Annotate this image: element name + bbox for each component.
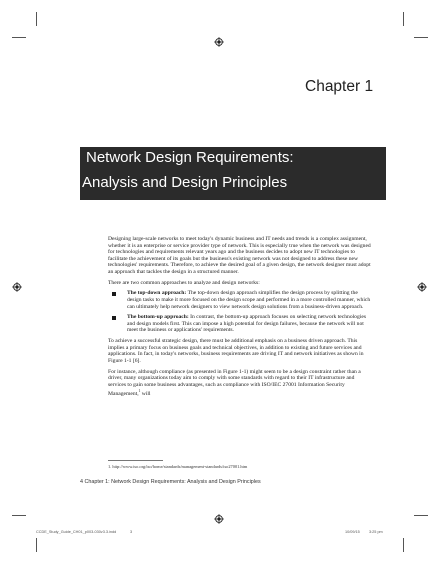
compliance-tail: will	[140, 391, 151, 398]
list-item-top-down	[108, 290, 372, 310]
bullet-text: In contrast, the bottom-up approach focuses on selecting network technologies and design models first. This can impose a high potential for design failures, because the network will not meet the business or applications' requirements.	[127, 314, 366, 334]
registration-mark-top-icon	[214, 37, 224, 47]
slug-page-number: 3	[130, 530, 133, 534]
registration-mark-left-icon	[12, 282, 22, 292]
chapter-title-line2: Analysis and Design Principles	[82, 174, 288, 191]
bullet-square-icon	[112, 292, 116, 296]
approach-list	[108, 290, 372, 334]
bullet-text: The top-down design approach simplifies the design process by splitting the design tasks to make it more focused on the design scope and performed in a more controlled manner, which can ultimately help network designers to view network design solutions from a business-driven approach.	[127, 290, 371, 310]
list-item-bottom-up	[108, 314, 372, 334]
bullet-square-icon	[112, 316, 116, 320]
paragraph-strategic-design: To achieve a successful strategic design, there must be additional emphasis on a business driven approach. This implies a primary focus on business goals and technical objectives, in addition to existing and future services and applications. In fact, in today's networks, business requirements are driving IT and network initiatives as shown in Figure 1-1 [6].	[108, 338, 364, 364]
bullet-label: The bottom-up approach:	[127, 314, 189, 321]
registration-mark-bottom-icon	[214, 514, 224, 524]
paragraph-approaches: There are two common approaches to analyze and design networks:	[108, 279, 260, 286]
paragraph-intro: Designing large-scale networks to meet today's dynamic business and IT needs and trends is a complex assignment, whether it is an enterprise or service provider type of network. This is especially true when the network was designed for technologies and requirements relevant years ago and the business decides to adopt new IT technologies to facilitate the achievement of its goals but the business's existing network was not designed to address these new technologies' requirements. Therefore, to achieve the desired goal of a given design, the network designer must adopt an approach that tackles the design in a structured manner.	[108, 236, 371, 275]
slug-date: 10/09/15	[345, 530, 360, 534]
bullet-label: The top-down approach:	[127, 290, 187, 297]
crop-mark-tr-h	[414, 37, 428, 38]
running-footer: 4 Chapter 1: Network Design Requirements: Analysis and Design Principles	[80, 479, 261, 485]
footnote[interactable]: 1. http://www.iso.org/iso/home/standards/management-standards/iso27001.htm	[108, 464, 248, 469]
chapter-title-line1: Network Design Requirements:	[86, 149, 294, 166]
body-text	[108, 236, 372, 402]
chapter-title-band	[80, 147, 386, 200]
slug-file-name: CCDE_Study_Guide_CH01_p003-030v3.3.indd	[36, 530, 117, 534]
slug-time: 3:25 pm	[369, 530, 383, 534]
paragraph-compliance	[108, 369, 372, 398]
chapter-label: Chapter 1	[305, 78, 374, 95]
crop-mark-bl-v	[36, 538, 37, 552]
crop-mark-tl-v	[36, 12, 37, 26]
crop-mark-bl-h	[12, 515, 26, 516]
footnote-rule	[108, 460, 163, 461]
registration-mark-right-icon	[417, 282, 427, 292]
crop-mark-tl-h	[12, 37, 26, 38]
crop-mark-tr-v	[403, 12, 404, 26]
compliance-text: For instance, although compliance (as presented in Figure 1-1) might seem to be a design constraint rather than a driver, many organizations today aim to comply with some standards with regard to their IT infrastructure and services to gain some business advantages, such as compliance with ISO/IEC 27001 Information Security Management,	[108, 368, 361, 398]
footnote-reference[interactable]: 1	[138, 389, 141, 394]
crop-mark-br-h	[414, 515, 428, 516]
crop-mark-br-v	[403, 538, 404, 552]
